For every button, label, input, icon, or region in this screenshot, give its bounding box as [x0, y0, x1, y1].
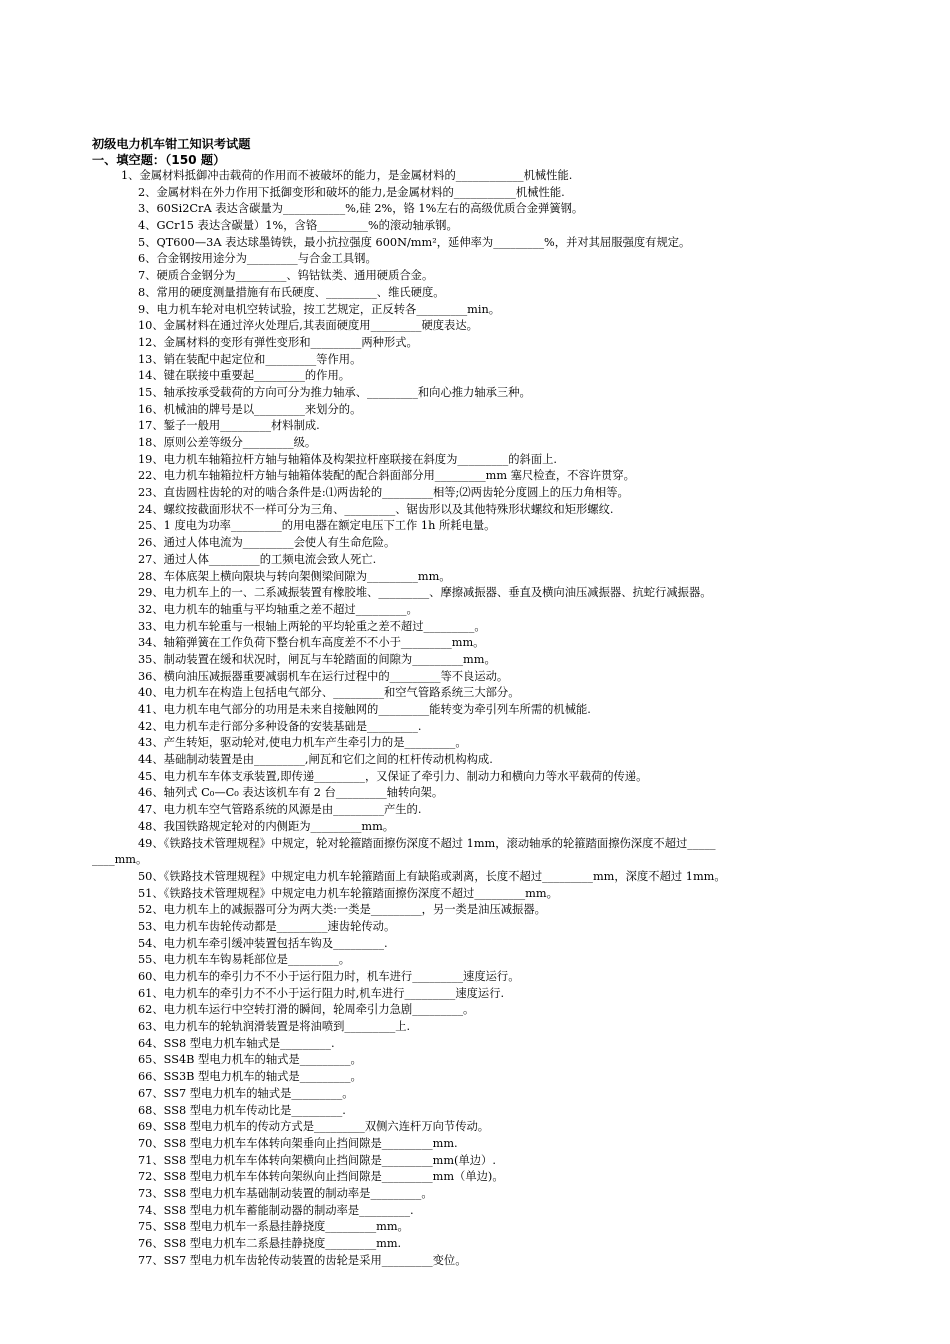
question-list	[92, 168, 862, 1269]
question-item: 2、金属材料在外力作用下抵御变形和破坏的能力,是金属材料的___________机械性能.	[138, 185, 565, 199]
question-item: 25、1 度电为功率_________的用电器在额定电压下工作 1h 所耗电量。	[138, 519, 496, 533]
question-item: 50、《铁路技术管理规程》中规定电力机车轮箍踏面上有缺陷或剥离，长度不超过_________mm，深度不超过 1mm。	[138, 869, 726, 883]
question-item: 47、电力机车空气管路系统的风源是由_________产生的.	[138, 803, 422, 817]
question-item: 75、SS8 型电力机车一系悬挂静挠度_________mm。	[138, 1220, 409, 1234]
question-item: 17、錾子一般用_________材料制成.	[138, 419, 320, 433]
question-item: 16、机械油的牌号是以_________来划分的。	[138, 402, 362, 416]
question-item: 29、电力机车上的一、二系减振装置有橡胶堆、_________、摩擦减振器、垂直及横向油压减振器、抗蛇行减振器。	[138, 586, 712, 600]
question-item: 12、金属材料的变形有弹性变形和_________两种形式。	[138, 335, 418, 349]
question-item: 35、制动装置在缓和状况时，闸瓦与车轮踏面的间隙为_________mm。	[138, 652, 496, 666]
question-item: 69、SS8 型电力机车的传动方式是_________双侧六连杆万向节传动。	[138, 1120, 490, 1134]
question-item: 13、销在装配中起定位和_________等作用。	[138, 352, 362, 366]
question-item: 46、轴列式 C₀—C₀ 表达该机车有 2 台_________轴转向架。	[138, 786, 444, 800]
question-item: 27、通过人体_________的工频电流会致人死亡.	[138, 552, 377, 566]
question-item: ____mm。	[92, 853, 148, 867]
question-item: 32、电力机车的轴重与平均轴重之差不超过_________。	[138, 602, 418, 616]
question-item: 14、键在联接中重要起_________的作用。	[138, 369, 351, 383]
question-item: 23、直齿圆柱齿轮的对的啮合条件是:⑴两齿轮的_________相等;⑵两齿轮分度圆上的压力角相等。	[138, 486, 629, 500]
question-item: 36、横向油压减振器重要减弱机车在运行过程中的_________等不良运动。	[138, 669, 509, 683]
question-item: 71、SS8 型电力机车车体转向架横向止挡间隙是_________mm(单边）.	[138, 1153, 496, 1167]
question-item: 19、电力机车轴箱拉杆方轴与轴箱体及构架拉杆座联接在斜度为_________的斜面上.	[138, 452, 558, 466]
question-item: 62、电力机车运行中空转打滑的瞬间，轮周牵引力急剧_________。	[138, 1003, 475, 1017]
question-item: 61、电力机车的牵引力不不小于运行阻力时,机车进行_________速度运行.	[138, 986, 505, 1000]
question-item: 41、电力机车电气部分的功用是未来自接触网的_________能转变为牵引列车所需的机械能.	[138, 703, 591, 716]
question-item: 73、SS8 型电力机车基础制动装置的制动率是_________。	[138, 1186, 433, 1200]
question-item: 63、电力机车的轮轨润滑装置是将油喷到_________上.	[138, 1020, 411, 1034]
question-item: 3、60Si2CrA 表达含碳量为___________%,硅 2%，铬 1%左右的高级优质合金弹簧钢。	[138, 202, 584, 216]
question-item: 67、SS7 型电力机车的轴式是_________。	[138, 1086, 354, 1100]
question-item: 65、SS4B 型电力机车的轴式是_________。	[138, 1053, 362, 1067]
question-item: 45、电力机车车体支承装置,即传递_________，又保证了牵引力、制动力和横向力等水平载荷的传递。	[138, 769, 648, 783]
question-item: 34、轴箱弹簧在工作负荷下整台机车高度差不不小于_________mm。	[138, 636, 485, 650]
question-item: 54、电力机车牵引缓冲装置包括车钩及_________.	[138, 936, 388, 950]
question-item: 74、SS8 型电力机车蓄能制动器的制动率是_________.	[138, 1203, 414, 1217]
question-item: 18、原则公差等级分_________级。	[138, 436, 317, 449]
question-item: 48、我国铁路规定轮对的内侧距为_________mm。	[138, 819, 395, 833]
question-item: 6、合金钢按用途分为_________与合金工具钢。	[138, 252, 377, 266]
question-item: 8、常用的硬度测量措施有布氏硬度、_________、维氏硬度。	[138, 285, 445, 299]
question-item: 77、SS7 型电力机车齿轮传动装置的齿轮是采用_________变位。	[138, 1253, 467, 1267]
question-item: 49、《铁路技术管理规程》中规定，轮对轮箍踏面擦伤深度不超过 1mm，滚动轴承的轮箍踏面擦伤深度不超过_____	[138, 836, 716, 850]
question-item: 4、GCr15 表达含碳量）1%，含铬_________%的滚动轴承钢。	[138, 219, 458, 233]
question-item: 26、通过人体电流为_________会使人有生命危险。	[138, 536, 396, 550]
question-item: 68、SS8 型电力机车传动比是_________.	[138, 1103, 346, 1117]
question-item: 24、螺纹按截面形状不一样可分为三角、_________、锯齿形以及其他特殊形状螺纹和矩形螺纹.	[138, 502, 614, 516]
question-item: 64、SS8 型电力机车轴式是_________.	[138, 1036, 335, 1050]
question-item: 10、金属材料在通过淬火处理后,其表面硬度用_________硬度表达。	[138, 319, 478, 333]
question-item: 72、SS8 型电力机车车体转向架纵向止挡间隙是_________mm（单边)。	[138, 1170, 504, 1184]
question-item: 1、金属材料抵御冲击载荷的作用而不被破坏的能力，是金属材料的____________机械性能.	[121, 169, 573, 182]
question-item: 40、电力机车在构造上包括电气部分、_________和空气管路系统三大部分。	[138, 686, 520, 700]
question-item: 33、电力机车轮重与一根轴上两轮的平均轮重之差不超过_________。	[138, 619, 486, 633]
document-content	[92, 136, 862, 1269]
question-item: 55、电力机车车钩易耗部位是_________。	[138, 953, 351, 967]
question-item: 5、QT600—3A 表达球墨铸铁，最小抗拉强度 600N/mm²，延伸率为_________%，并对其屈服强度有规定。	[138, 235, 691, 249]
question-item: 22、电力机车轴箱拉杆方轴与轴箱体装配的配合斜面部分用_________mm 塞尺检查，不容许贯穿。	[138, 469, 635, 483]
question-item: 53、电力机车齿轮传动都是_________速齿轮传动。	[138, 919, 396, 933]
section-heading: 一、填空题：（150 题）	[92, 153, 226, 167]
question-item: 76、SS8 型电力机车二系悬挂静挠度_________mm.	[138, 1237, 402, 1250]
document-title: 初级电力机车钳工知识考试题	[92, 137, 251, 151]
question-item: 44、基础制动装置是由_________,闸瓦和它们之间的杠杆传动机构构成.	[138, 753, 493, 767]
question-item: 15、轴承按承受载荷的方向可分为推力轴承、_________和向心推力轴承三种。	[138, 385, 531, 399]
question-item: 70、SS8 型电力机车车体转向架垂向止挡间隙是_________mm.	[138, 1136, 458, 1150]
question-item: 43、产生转矩，驱动轮对,使电力机车产生牵引力的是_________。	[138, 736, 467, 750]
question-item: 7、硬质合金钢分为_________、钨钴钛类、通用硬质合金。	[138, 269, 434, 283]
question-item: 60、电力机车的牵引力不不小于运行阻力时，机车进行_________速度运行。	[138, 970, 520, 983]
question-item: 42、电力机车走行部分多种设备的安装基础是_________.	[138, 719, 422, 733]
question-item: 9、电力机车轮对电机空转试验，按工艺规定，正反转各_________min。	[138, 302, 501, 316]
question-item: 52、电力机车上的减振器可分为两大类:一类是_________，另一类是油压减振器。	[138, 903, 546, 917]
question-item: 66、SS3B 型电力机车的轴式是_________。	[138, 1070, 362, 1084]
question-item: 51、《铁路技术管理规程》中规定电力机车轮箍踏面擦伤深度不超过_________mm。	[138, 886, 558, 900]
question-item: 28、车体底架上横向限块与转向架侧梁间隙为_________mm。	[138, 569, 451, 583]
